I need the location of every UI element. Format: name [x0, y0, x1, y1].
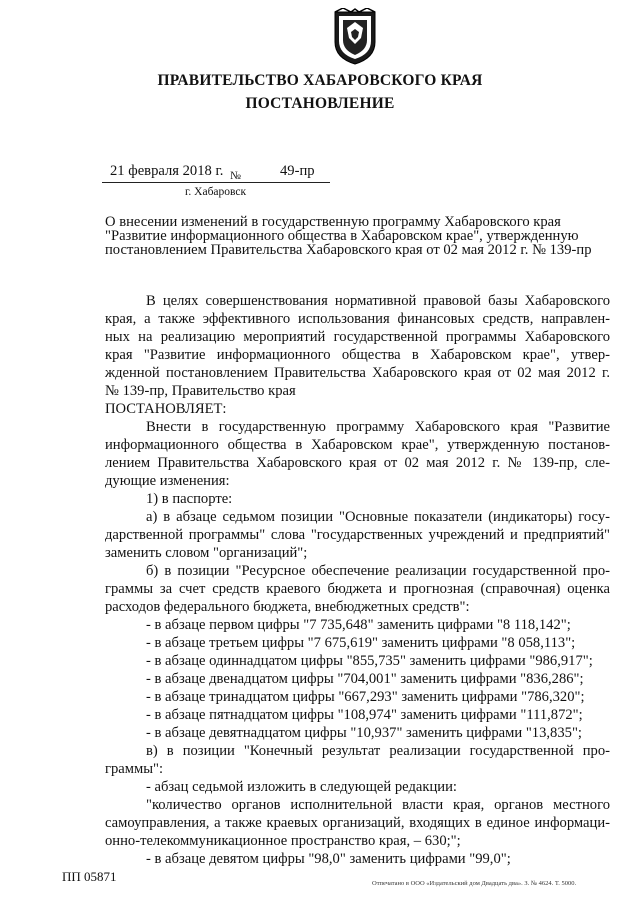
body-line: а) в абзаце седьмом позиции "Основные показатели (индикаторы) госу- [146, 509, 610, 525]
body-line: в) в позиции "Конечный результат реализации государственной про- [146, 743, 610, 759]
body-line: информационного общества в Хабаровском крае", утвержденную постанов- [105, 437, 610, 453]
title-line-3: постановлением Правительства Хабаровского края от 02 мая 2012 г. № 139-пр [105, 242, 592, 258]
body-line: самоуправления, а также краевых организаций, входящих в единое информаци- [105, 815, 610, 831]
body-line: 1) в паспорте: [146, 491, 233, 507]
document-number: 49-пр [280, 163, 315, 179]
coat-of-arms-emblem [331, 8, 379, 66]
body-line: - в абзаце одиннадцатом цифры "855,735" заменить цифрами "986,917"; [146, 653, 593, 669]
title-line-2: "Развитие информационного общества в Хабаровском крае", утвержденную [105, 228, 579, 244]
body-line: края "Развитие информационного общества в Хабаровском крае", утвер- [105, 347, 610, 363]
body-line: - абзац седьмой изложить в следующей редакции: [146, 779, 457, 795]
document-code: ПП 05871 [62, 869, 117, 884]
body-line: - в абзаце девятом цифры "98,0" заменить цифрами "99,0"; [146, 851, 511, 867]
city-name: г. Хабаровск [185, 186, 247, 198]
body-line: б) в позиции "Ресурсное обеспечение реализации государственной про- [146, 563, 610, 579]
body-line: Внести в государственную программу Хабаровского края "Развитие [146, 419, 610, 435]
body-line: - в абзаце пятнадцатом цифры "108,974" заменить цифрами "111,872"; [146, 707, 583, 723]
body-line: края, а также эффективного использования финансовых средств, направлен- [105, 311, 610, 327]
body-line: - в абзаце девятнадцатом цифры "10,937" заменить цифрами "13,835"; [146, 725, 582, 741]
body-line: лением Правительства Хабаровского края от 02 мая 2012 г. № 139-пр, сле- [105, 455, 610, 471]
body-line: - в абзаце двенадцатом цифры "704,001" заменить цифрами "836,286"; [146, 671, 584, 687]
body-line: ных на реализацию мероприятий государственной программы Хабаровского [105, 329, 610, 345]
body-line: В целях совершенствования нормативной правовой базы Хабаровского [146, 293, 610, 309]
body-line: "количество органов исполнительной власти края, органов местного [146, 797, 610, 813]
number-sign: № [230, 170, 241, 182]
body-line: - в абзаце третьем цифры "7 675,619" заменить цифрами "8 058,113"; [146, 635, 576, 651]
body-line: онно-телекоммуникационное пространство края, – 630;"; [105, 833, 461, 849]
printer-note: Отпечатано в ООО «Издательский дом Двадцать два». З. № 4624. Т. 5000. [372, 880, 577, 887]
government-name: ПРАВИТЕЛЬСТВО ХАБАРОВСКОГО КРАЯ [157, 72, 483, 89]
body-line: - в абзаце первом цифры "7 735,648" заменить цифрами "8 118,142"; [146, 617, 571, 633]
body-line: расходов федерального бюджета, внебюджетных средств": [105, 599, 470, 615]
body-line: заменить словом "организаций"; [105, 545, 308, 561]
body-line: № 139-пр, Правительство края [105, 383, 296, 399]
title-line-1: О внесении изменений в государственную программу Хабаровского края [105, 214, 561, 230]
body-line: граммы": [105, 761, 164, 777]
body-line: граммы за счет средств краевого бюджета и прогнозная (справочная) оценка [105, 581, 610, 597]
body-line: дарственной программы" слова "государственных учреждений и предприятий" [105, 527, 610, 543]
document-date: 21 февраля 2018 г. [110, 163, 224, 179]
body-line: жденной постановлением Правительства Хабаровского края от 02 мая 2012 г. [105, 365, 610, 381]
resolves-word: ПОСТАНОВЛЯЕТ: [105, 401, 227, 417]
body-line: дующие изменения: [105, 473, 230, 489]
document-type-title: ПОСТАНОВЛЕНИЕ [245, 95, 395, 112]
body-line: - в абзаце тринадцатом цифры "667,293" заменить цифрами "786,320"; [146, 689, 585, 705]
